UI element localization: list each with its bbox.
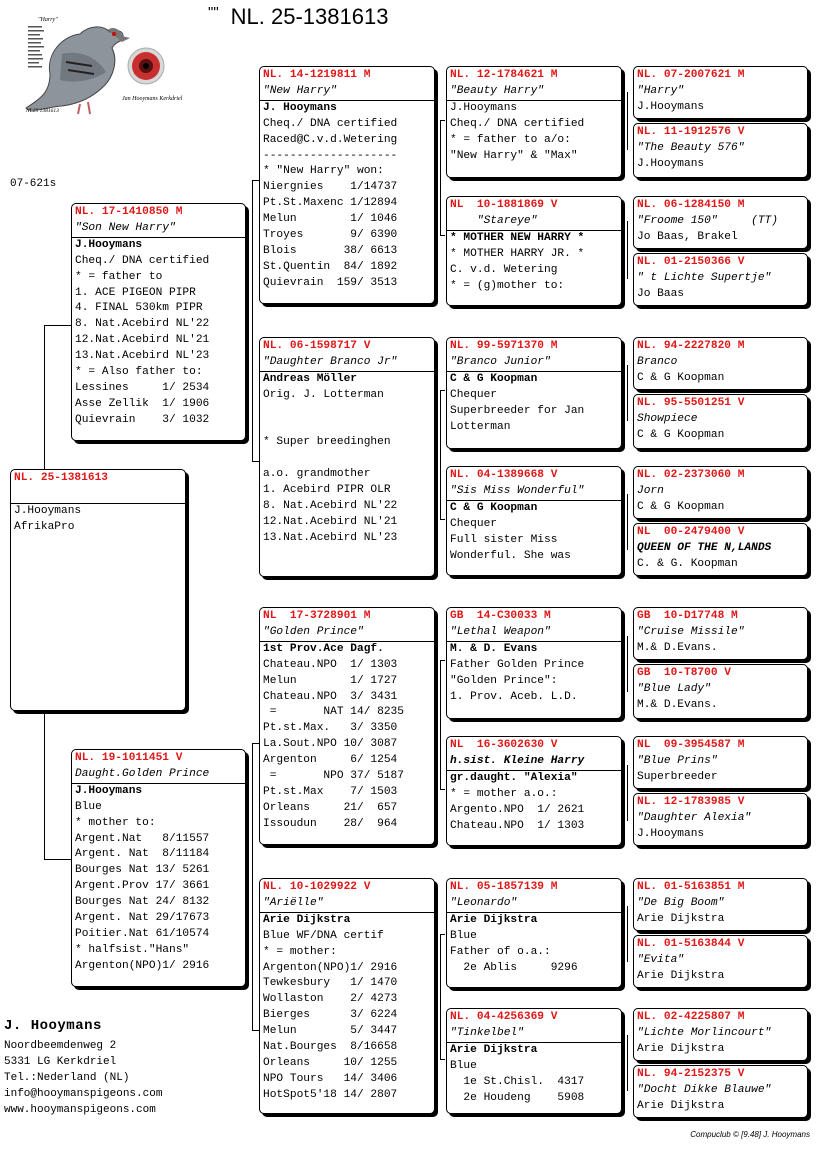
detail-line: Argenton(NPO)1/ 2916 [263, 961, 398, 974]
ring-number: NL. 17-1410850 M [75, 206, 183, 218]
owner: M.& D.Evans. [637, 698, 718, 711]
detail-line: 8. Nat.Acebird NL'22 [263, 500, 398, 513]
connector [252, 743, 259, 744]
owner: Jo Baas [637, 287, 684, 300]
pigeon-name: "Leonardo" [447, 896, 621, 913]
connector [440, 934, 441, 1060]
detail-line: La.Sout.NPO 10/ 3087 [263, 738, 398, 751]
pigeon-name: "The Beauty 576" [637, 141, 745, 154]
detail-line: 1. Prov. Aceb. L.D. [450, 690, 578, 703]
ring-number: GB 10-D17748 M [637, 610, 738, 622]
g4-card [633, 466, 808, 519]
breeder-name: J. Hooymans [4, 1018, 102, 1034]
detail-line: 4. FINAL 530km PIPR [75, 302, 203, 315]
owner: C & G Koopman [637, 428, 725, 441]
website-link[interactable]: www.hooymanspigeons.com [4, 1104, 156, 1116]
ring-number: NL. 05-1857139 M [450, 881, 558, 893]
connector [440, 235, 445, 236]
detail-line: Cheq./ DNA certified [450, 117, 585, 130]
divider [11, 487, 185, 504]
pigeon-name: "De Big Boom" [637, 896, 725, 909]
detail-line: Niergnies 1/14737 [263, 181, 398, 194]
great-grandparent-card [446, 337, 622, 449]
detail-line: Argenton 6/ 1254 [263, 754, 398, 767]
detail-line: Chequer [450, 517, 497, 530]
pigeon-name: Daught.Golden Prince [72, 767, 245, 784]
connector [440, 390, 445, 391]
detail-line: Blois 38/ 6613 [263, 244, 398, 257]
detail-line: * = (g)mother to: [450, 279, 565, 292]
detail-line: 1e St.Chisl. 4317 [450, 1075, 585, 1088]
detail-line: Pt.st.Max. 3/ 3350 [263, 722, 398, 735]
detail-line: Troyes 9/ 6390 [263, 229, 398, 242]
ring-number: NL. 01-5163851 M [637, 881, 745, 893]
detail-line: Bourges Nat 24/ 8132 [75, 896, 210, 909]
detail-line: Chateau.NPO 3/ 3431 [263, 690, 398, 703]
pigeon-name: Branco [637, 355, 678, 368]
owner: Arie Dijkstra [450, 1043, 538, 1056]
pigeon-name: "Lichte Morlincourt" [637, 1026, 772, 1039]
g4-card [633, 253, 808, 306]
g4-card [633, 394, 808, 449]
ring-number: NL. 14-1219811 M [263, 69, 371, 81]
connector [627, 906, 628, 962]
connector [627, 221, 628, 279]
great-grandparent-card [446, 878, 622, 988]
g4-card [633, 664, 808, 719]
detail-line: Cheq./ DNA certified [263, 117, 398, 130]
owner: * MOTHER NEW HARRY * [450, 231, 585, 244]
owner: gr.daught. "Alexia" [450, 771, 578, 784]
connector [627, 494, 628, 550]
detail-line: Father of o.a.: [450, 945, 551, 958]
detail-line: 2e Ablis 9296 [450, 961, 578, 974]
ring-number: NL 00-2479400 V [637, 526, 745, 538]
great-grandparent-card [446, 466, 622, 576]
owner: C. & G. Koopman [637, 557, 738, 570]
email-link[interactable]: info@hooymanspigeons.com [4, 1088, 163, 1100]
connector [627, 636, 628, 692]
detail-line: Argent.Prov 17/ 3661 [75, 880, 210, 893]
connector [252, 461, 259, 462]
detail-line: Superbreeder for Jan [450, 404, 585, 417]
owner: Arie Dijkstra [637, 969, 725, 982]
ring-number: GB 10-T8700 V [637, 667, 731, 679]
detail-line: * = mother a.o.: [450, 787, 558, 800]
phone-line: Tel.:Nederland (NL) [4, 1072, 130, 1084]
detail-line: Quievrain 3/ 1032 [75, 413, 210, 426]
detail-line: Lessines 1/ 2534 [75, 381, 210, 394]
g4-card [633, 736, 808, 789]
ring-number: NL. 06-1598717 V [263, 340, 371, 352]
detail-line: Blue [75, 800, 102, 813]
ring-number: NL 16-3602630 V [450, 739, 558, 751]
pigeon-name: "Branco Junior" [447, 355, 621, 372]
address-line: 5331 LG Kerkdriel [4, 1056, 117, 1068]
owner: Arie Dijkstra [637, 912, 725, 925]
detail-line: Pt.St.Maxenc 1/12894 [263, 197, 398, 210]
owner: J.Hooymans [637, 827, 705, 840]
owner: J.Hooymans [637, 157, 705, 170]
pigeon-name: "Tinkelbel" [447, 1026, 621, 1043]
detail-line: "Golden Prince": [450, 674, 558, 687]
detail-line: "New Harry" & "Max" [450, 149, 578, 162]
detail-line: Chequer [450, 388, 497, 401]
ring-number: NL. 07-2007621 M [637, 69, 745, 81]
pigeon-name: "Daughter Alexia" [637, 811, 752, 824]
pedigree-code: 07-621s [10, 178, 57, 190]
detail-line: Lotterman [450, 420, 511, 433]
connector [252, 180, 259, 181]
ring-number: NL. 01-5163844 V [637, 938, 745, 950]
detail-line: Chateau.NPO 1/ 1303 [450, 819, 585, 832]
detail-line: a.o. grandmother [263, 468, 371, 481]
great-grandparent-card [446, 66, 622, 178]
detail-line: * Super breedinghen [263, 436, 391, 449]
connector [440, 120, 445, 121]
ring-number: NL. 94-2152375 V [637, 1068, 745, 1080]
g4-card [633, 523, 808, 576]
pigeon-name: "Lethal Weapon" [447, 625, 621, 642]
detail-line: Argento.NPO 1/ 2621 [450, 803, 585, 816]
detail-line: Argent.Nat 8/11557 [75, 832, 210, 845]
detail-line: 2e Houdeng 5908 [450, 1091, 585, 1104]
detail-line: 1. Acebird PIPR OLR [263, 484, 391, 497]
granddam-maternal-card [259, 878, 435, 1114]
owner: Arie Dijkstra [637, 1042, 725, 1055]
owner: J.Hooymans [637, 100, 705, 113]
g4-card [633, 1008, 808, 1061]
owner: Arie Dijkstra [263, 913, 351, 926]
detail-line: * = father to [75, 270, 163, 283]
owner: C & G Koopman [450, 372, 538, 385]
detail-line: NPO Tours 14/ 3406 [263, 1072, 398, 1085]
detail-line: Raced@C.v.d.Wetering [263, 133, 398, 146]
detail-line: -------------------- [263, 149, 398, 162]
detail-line: 8. Nat.Acebird NL'22 [75, 318, 210, 331]
owner: J.Hooymans [450, 101, 518, 114]
detail-line: C. v.d. Wetering [450, 263, 558, 276]
ring-number: NL. 04-4256369 V [450, 1011, 558, 1023]
connector [627, 92, 628, 150]
detail-line: Chateau.NPO 1/ 1303 [263, 658, 398, 671]
detail-line: Argenton(NPO)1/ 2916 [75, 959, 210, 972]
pigeon-name: "Blue Lady" [637, 682, 711, 695]
detail-line: Melun 1/ 1727 [263, 674, 398, 687]
detail-line: = NAT 14/ 8235 [263, 706, 404, 719]
pigeon-name: "Son New Harry" [72, 221, 245, 238]
detail-line: 12.Nat.Acebird NL'21 [263, 515, 398, 528]
dam-card [71, 749, 246, 987]
owner: 1st Prov.Ace Dagf. [263, 642, 384, 655]
ring-number: NL. 95-5501251 V [637, 397, 745, 409]
g4-card [633, 66, 808, 119]
ring-number: NL. 25-1381613 [14, 472, 108, 484]
pigeon-name: "Docht Dikke Blauwe" [637, 1083, 772, 1096]
detail-line: Blue [450, 1059, 477, 1072]
owner: Arie Dijkstra [450, 913, 538, 926]
detail-line: Argent. Nat 29/17673 [75, 912, 210, 925]
logo-caption: Jan Hooymans Kerkdriel [122, 96, 183, 102]
ring-number: NL. 19-1011451 V [75, 752, 183, 764]
address-line: Noordbeemdenweg 2 [4, 1040, 117, 1052]
connector [627, 1035, 628, 1091]
pigeon-name: "Stareye" [447, 214, 621, 231]
ring-number: NL. 02-4225807 M [637, 1011, 745, 1023]
detail-line: Wollaston 2/ 4273 [263, 993, 398, 1006]
owner: Superbreeder [637, 770, 718, 783]
pigeon-name: "Ariëlle" [260, 896, 434, 913]
detail-line [260, 404, 434, 420]
pigeon-name: Showpiece [637, 412, 698, 425]
g4-card [633, 878, 808, 931]
loft-logo [22, 14, 183, 126]
ring-number: NL 10-1881869 V [450, 199, 558, 211]
detail-line: 13.Nat.Acebird NL'23 [263, 531, 398, 544]
connector [252, 180, 253, 462]
owner: C & G Koopman [637, 371, 725, 384]
connector [440, 660, 445, 661]
owner: M. & D. Evans [450, 642, 538, 655]
grandsire-paternal-card [259, 66, 435, 304]
detail-line: Bourges Nat 13/ 5261 [75, 864, 210, 877]
software-credit: Compuclub © [9.48] J. Hooymans [690, 1130, 810, 1139]
detail-line: * "New Harry" won: [263, 165, 384, 178]
breeder-contact [4, 1018, 162, 1118]
detail-line: Orleans 21/ 657 [263, 801, 398, 814]
sire-card [71, 203, 246, 441]
detail-line [260, 451, 434, 467]
connector [44, 712, 45, 860]
ring-number: NL. 01-2150366 V [637, 256, 745, 268]
pigeon-name: "Blue Prins" [637, 754, 718, 767]
detail-line [260, 420, 434, 436]
detail-line: Melun 5/ 3447 [263, 1025, 398, 1038]
ring-number: NL. 94-2227820 M [637, 340, 745, 352]
connector [440, 789, 445, 790]
page-title [208, 4, 388, 30]
g4-card [633, 196, 808, 249]
g4-card [633, 1065, 808, 1118]
grandsire-maternal-card [259, 607, 435, 845]
detail-line: Quievrain 159/ 3513 [263, 276, 398, 289]
connector [440, 120, 441, 236]
detail-line: * mother to: [75, 816, 156, 829]
pigeon-name: "Sis Miss Wonderful" [447, 484, 621, 501]
pigeon-name: "Evita" [637, 953, 684, 966]
connector [44, 325, 45, 469]
owner: C & G Koopman [450, 501, 538, 514]
ring-number: NL. 99-5971370 M [450, 340, 558, 352]
pigeon-name: "Daughter Branco Jr" [260, 355, 434, 372]
ring-number: NL 09-3954587 M [637, 739, 745, 751]
detail-line: * MOTHER HARRY JR. * [450, 247, 585, 260]
granddam-paternal-card [259, 337, 435, 577]
ring-number: NL. 06-1284150 M [637, 199, 745, 211]
subject-card [10, 469, 186, 711]
g4-card [633, 123, 808, 178]
detail-line: Orleans 10/ 1255 [263, 1056, 398, 1069]
ring-number: NL 17-3728901 M [263, 610, 371, 622]
ring-number: GB 14-C30033 M [450, 610, 551, 622]
detail-line: Full sister Miss [450, 533, 558, 546]
great-grandparent-card [446, 196, 622, 306]
owner: J.Hooymans [14, 504, 82, 517]
great-grandparent-card [446, 1008, 622, 1114]
detail-line: Asse Zellik 1/ 1906 [75, 397, 210, 410]
pigeon-name: QUEEN OF THE N,LANDS [637, 541, 772, 554]
pigeon-name: "Beauty Harry" [447, 84, 621, 101]
owner: C & G Koopman [637, 500, 725, 513]
detail-line: Wonderful. She was [450, 549, 571, 562]
ring-number: NL. 04-1389668 V [450, 469, 558, 481]
pigeon-name: "Cruise Missile" [637, 625, 745, 638]
ring-number: NL. 11-1912576 V [637, 126, 745, 138]
detail-line: = NPO 37/ 5187 [263, 770, 404, 783]
detail-line: Issoudun 28/ 964 [263, 817, 398, 830]
great-grandparent-card [446, 736, 622, 846]
detail-line: 12.Nat.Acebird NL'21 [75, 334, 210, 347]
logo-small-caption: NL25 1381613 [26, 108, 59, 114]
connector [440, 390, 441, 520]
connector [440, 934, 445, 935]
connector [627, 765, 628, 821]
connector [440, 1059, 445, 1060]
connector [44, 325, 71, 326]
detail-line: Pt.st.Max 7/ 1503 [263, 785, 398, 798]
detail-line: * halfsist."Hans" [75, 943, 190, 956]
ring-number: NL. 12-1784621 M [450, 69, 558, 81]
detail-line: St.Quentin 84/ 1892 [263, 260, 398, 273]
detail-line: Tewkesbury 1/ 1470 [263, 977, 398, 990]
owner: J.Hooymans [75, 238, 143, 251]
owner: Andreas Möller [263, 372, 357, 385]
connector [44, 859, 71, 860]
owner: M.& D.Evans. [637, 641, 718, 654]
detail-line: Cheq./ DNA certified [75, 254, 210, 267]
detail-line: Poitier.Nat 61/10574 [75, 927, 210, 940]
title-ring: NL. 25-1381613 [230, 4, 389, 29]
detail-line: * = Also father to: [75, 366, 203, 379]
g4-card [633, 607, 808, 660]
detail-line: Orig. J. Lotterman [263, 388, 384, 401]
detail-line: 1. ACE PIGEON PIPR [75, 286, 196, 299]
pigeon-name: h.sist. Kleine Harry [447, 754, 621, 771]
detail-line: AfrikaPro [14, 520, 75, 533]
owner: Arie Dijkstra [637, 1099, 725, 1112]
great-grandparent-card [446, 607, 622, 719]
owner: J. Hooymans [263, 101, 337, 114]
connector [252, 1030, 259, 1031]
title-quote: "" [208, 4, 219, 21]
detail-line: HotSpot5'18 14/ 2807 [263, 1088, 398, 1101]
connector [440, 519, 445, 520]
connector [252, 743, 253, 1031]
owner: J.Hooymans [75, 784, 143, 797]
g4-card [633, 337, 808, 390]
detail-line: Blue WF/DNA certif [263, 929, 384, 942]
detail-line: Blue [450, 929, 477, 942]
ring-number: NL. 10-1029922 V [263, 881, 371, 893]
detail-line: Father Golden Prince [450, 658, 585, 671]
detail-line: * = father to a/o: [450, 133, 571, 146]
pigeon-name: "Golden Prince" [260, 625, 434, 642]
detail-line: * = mother: [263, 945, 337, 958]
connector [627, 365, 628, 421]
g4-card [633, 793, 808, 846]
ring-number: NL. 12-1783985 V [637, 796, 745, 808]
pigeon-name: "Froome 150" (TT) [637, 214, 778, 227]
g4-card [633, 935, 808, 988]
connector [440, 660, 441, 790]
pigeon-name: "New Harry" [260, 84, 434, 101]
detail-line: 13.Nat.Acebird NL'23 [75, 350, 210, 363]
pigeon-logo-icon [22, 14, 183, 126]
detail-line: Melun 1/ 1046 [263, 213, 398, 226]
ring-number: NL. 02-2373060 M [637, 469, 745, 481]
owner: Jo Baas, Brakel [637, 230, 738, 243]
detail-line: Argent. Nat 8/11184 [75, 848, 210, 861]
pigeon-name: "Harry" [637, 84, 684, 97]
pigeon-name: " t Lichte Supertje" [637, 271, 772, 284]
pigeon-name: Jorn [637, 484, 664, 497]
detail-line: Nat.Bourges 8/16658 [263, 1041, 398, 1054]
detail-line: Bierges 3/ 6224 [263, 1009, 398, 1022]
logo-subtext: "Harry" [38, 17, 58, 23]
